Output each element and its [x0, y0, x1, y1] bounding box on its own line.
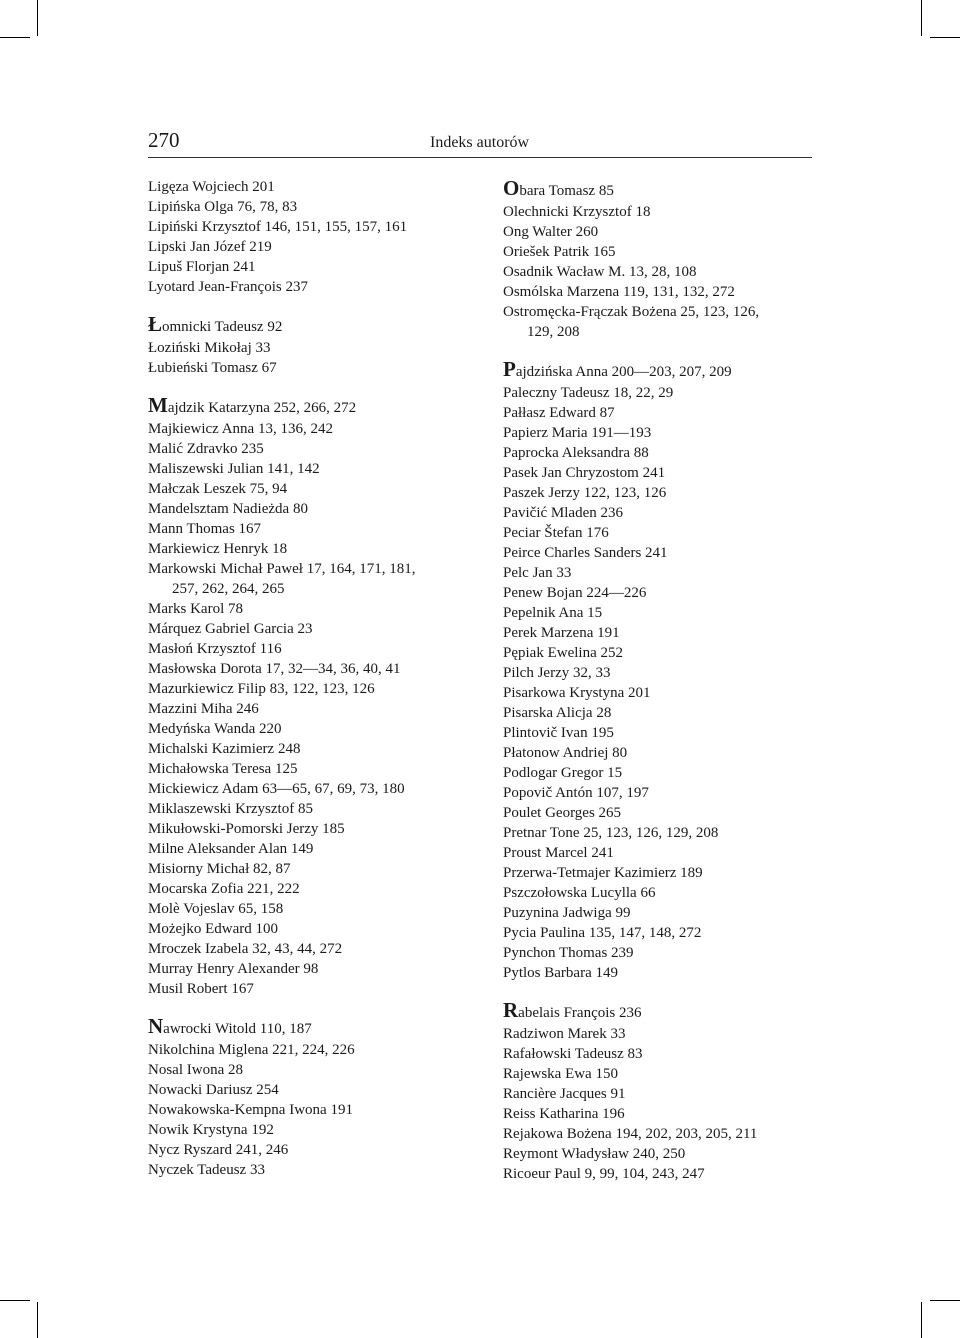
index-entry: Pepelnik Ana 15 [503, 605, 603, 621]
index-entry: Nowacki Dariusz 254 [148, 1082, 279, 1098]
index-entry: Pisarkowa Krystyna 201 [503, 685, 651, 701]
index-entry: Milne Aleksander Alan 149 [148, 841, 314, 857]
index-entry: Przerwa-Tetmajer Kazimierz 189 [503, 865, 703, 881]
index-entry: Nyczek Tadeusz 33 [148, 1162, 265, 1178]
index-entry-text: bara Tomasz 85 [519, 183, 614, 199]
index-entry: Ostromęcka-Frączak Bożena 25, 123, 126, [503, 304, 760, 320]
index-entry: Pelc Jan 33 [503, 565, 572, 581]
index-entry-section-start [503, 358, 823, 383]
section-gap [503, 342, 823, 358]
index-entry: Penew Bojan 224—226 [503, 585, 647, 601]
index-entry: Paleczny Tadeusz 18, 22, 29 [503, 385, 674, 401]
index-entry: Rejakowa Bożena 194, 202, 203, 205, 211 [503, 1126, 758, 1142]
index-entry: Rancière Jacques 91 [503, 1086, 626, 1102]
index-entry: Proust Marcel 241 [503, 845, 614, 861]
index-entry-continuation: 257, 262, 264, 265 [172, 581, 285, 597]
index-entry: Nosal Iwona 28 [148, 1062, 243, 1078]
index-entry: Olechnicki Krzysztof 18 [503, 204, 651, 220]
index-entry: Michałowska Teresa 125 [148, 761, 298, 777]
index-entry: Márquez Gabriel Garcia 23 [148, 621, 313, 637]
crop-mark-top-right [921, 0, 922, 36]
index-entry: Lipińska Olga 76, 78, 83 [148, 199, 298, 215]
index-entry: Pilch Jerzy 32, 33 [503, 665, 611, 681]
crop-mark-top-left-h [0, 37, 30, 38]
index-entry: Murray Henry Alexander 98 [148, 961, 319, 977]
index-entry: Nowik Krystyna 192 [148, 1122, 274, 1138]
page-header [148, 128, 812, 158]
crop-mark-bottom-left [37, 1302, 38, 1338]
index-entry: Pisarska Alicja 28 [503, 705, 612, 721]
index-entry: Mroczek Izabela 32, 43, 44, 272 [148, 941, 343, 957]
index-entry: Reymont Władysław 240, 250 [503, 1146, 686, 1162]
index-entry-section-start [148, 1015, 468, 1040]
index-entry: Malić Zdravko 235 [148, 441, 264, 457]
index-entry: Popovič Antón 107, 197 [503, 785, 649, 801]
index-entry: Michalski Kazimierz 248 [148, 741, 301, 757]
index-entry: Osadnik Wacław M. 13, 28, 108 [503, 264, 697, 280]
index-entry: Maliszewski Julian 141, 142 [148, 461, 320, 477]
index-entry-text: omnicki Tadeusz 92 [162, 319, 283, 335]
section-gap [148, 378, 468, 394]
index-entry: Perek Marzena 191 [503, 625, 620, 641]
running-title: Indeks autorów [430, 134, 530, 151]
index-entry: Pasek Jan Chryzostom 241 [503, 465, 666, 481]
index-entry-section-start [148, 313, 468, 338]
index-entry-text: abelais François 236 [518, 1005, 642, 1021]
index-entry-section-start [148, 394, 468, 419]
index-entry: Majkiewicz Anna 13, 136, 242 [148, 421, 333, 437]
index-entry: Mann Thomas 167 [148, 521, 262, 537]
index-entry: Łoziński Mikołaj 33 [148, 340, 271, 356]
index-entry: Poulet Georges 265 [503, 805, 622, 821]
index-entry: Małczak Leszek 75, 94 [148, 481, 288, 497]
index-entry: Papierz Maria 191—193 [503, 425, 652, 441]
page-number: 270 [148, 128, 180, 152]
index-entry: Pępiak Ewelina 252 [503, 645, 623, 661]
section-initial: Ł [148, 312, 163, 336]
index-entry: Miklaszewski Krzysztof 85 [148, 801, 313, 817]
crop-mark-top-left [37, 0, 38, 36]
index-entry: Nowakowska-Kempna Iwona 191 [148, 1102, 353, 1118]
index-entry-text: ajdzik Katarzyna 252, 266, 272 [167, 400, 357, 416]
section-initial: P [503, 357, 516, 381]
index-entry: Musil Robert 167 [148, 981, 254, 997]
crop-mark-top-right-h [930, 37, 960, 38]
index-entry: Nikolchina Miglena 221, 224, 226 [148, 1042, 355, 1058]
index-entry: Lyotard Jean-François 237 [148, 279, 308, 295]
index-entry: Medyńska Wanda 220 [148, 721, 282, 737]
index-entry: Mocarska Zofia 221, 222 [148, 881, 300, 897]
index-entry-text: ajdzińska Anna 200—203, 207, 209 [515, 364, 732, 380]
index-entry: Pytlos Barbara 149 [503, 965, 618, 981]
index-entry: Reiss Katharina 196 [503, 1106, 625, 1122]
index-entry: Masłoń Krzysztof 116 [148, 641, 282, 657]
header-rule [148, 157, 812, 158]
index-entry-section-start [503, 177, 823, 202]
index-entry: Płatonow Andriej 80 [503, 745, 628, 761]
section-gap [503, 983, 823, 999]
index-column-right [503, 177, 823, 1184]
index-entry: Rajewska Ewa 150 [503, 1066, 618, 1082]
section-initial: M [148, 393, 168, 417]
index-entry: Łubieński Tomasz 67 [148, 360, 277, 376]
index-entry: Lipiński Krzysztof 146, 151, 155, 157, 161 [148, 219, 408, 235]
index-entry: Masłowska Dorota 17, 32—34, 36, 40, 41 [148, 661, 401, 677]
section-gap [148, 999, 468, 1015]
section-initial: N [148, 1014, 164, 1038]
index-entry: Osmólska Marzena 119, 131, 132, 272 [503, 284, 735, 300]
index-entry: Paszek Jerzy 122, 123, 126 [503, 485, 667, 501]
section-gap [148, 297, 468, 313]
index-entry: Lipski Jan Józef 219 [148, 239, 272, 255]
crop-mark-bottom-right [921, 1302, 922, 1338]
index-entry: Możejko Edward 100 [148, 921, 278, 937]
index-entry: Puzynina Jadwiga 99 [503, 905, 631, 921]
index-entry: Paprocka Aleksandra 88 [503, 445, 649, 461]
index-entry: Marks Karol 78 [148, 601, 243, 617]
index-entry: Pszczołowska Lucylla 66 [503, 885, 656, 901]
index-entry: Pycia Paulina 135, 147, 148, 272 [503, 925, 702, 941]
index-entry-continuation: 129, 208 [527, 324, 580, 340]
index-entry: Podlogar Gregor 15 [503, 765, 623, 781]
index-entry: Oriešek Patrik 165 [503, 244, 616, 260]
index-entry: Molè Vojeslav 65, 158 [148, 901, 284, 917]
index-entry: Ong Walter 260 [503, 224, 599, 240]
index-entry: Mikułowski-Pomorski Jerzy 185 [148, 821, 345, 837]
index-entry: Nycz Ryszard 241, 246 [148, 1142, 289, 1158]
index-entry-section-start [503, 999, 823, 1024]
section-initial: O [503, 176, 520, 200]
index-entry: Markiewicz Henryk 18 [148, 541, 288, 557]
section-initial: R [503, 998, 519, 1022]
index-entry: Lipuš Florjan 241 [148, 259, 256, 275]
index-entry-text: awrocki Witold 110, 187 [163, 1021, 312, 1037]
crop-mark-bottom-left-h [0, 1300, 30, 1301]
index-entry: Pynchon Thomas 239 [503, 945, 634, 961]
index-entry: Rafałowski Tadeusz 83 [503, 1046, 643, 1062]
index-column-left [148, 177, 468, 1180]
index-entry: Peciar Štefan 176 [503, 525, 609, 541]
index-entry: Misiorny Michał 82, 87 [148, 861, 291, 877]
index-entry: Ligęza Wojciech 201 [148, 179, 275, 195]
index-entry: Mazzini Miha 246 [148, 701, 259, 717]
crop-mark-bottom-right-h [930, 1300, 960, 1301]
index-entry: Ricoeur Paul 9, 99, 104, 243, 247 [503, 1166, 705, 1182]
index-entry: Pretnar Tone 25, 123, 126, 129, 208 [503, 825, 719, 841]
index-entry: Pałłasz Edward 87 [503, 405, 615, 421]
index-entry: Mandelsztam Nadieżda 80 [148, 501, 308, 517]
index-entry: Mazurkiewicz Filip 83, 122, 123, 126 [148, 681, 375, 697]
index-entry: Markowski Michał Paweł 17, 164, 171, 181, [148, 561, 416, 577]
index-entry: Pavičić Mladen 236 [503, 505, 623, 521]
index-entry: Radziwon Marek 33 [503, 1026, 626, 1042]
index-entry: Plintovič Ivan 195 [503, 725, 614, 741]
index-entry: Peirce Charles Sanders 241 [503, 545, 668, 561]
index-entry: Mickiewicz Adam 63—65, 67, 69, 73, 180 [148, 781, 405, 797]
